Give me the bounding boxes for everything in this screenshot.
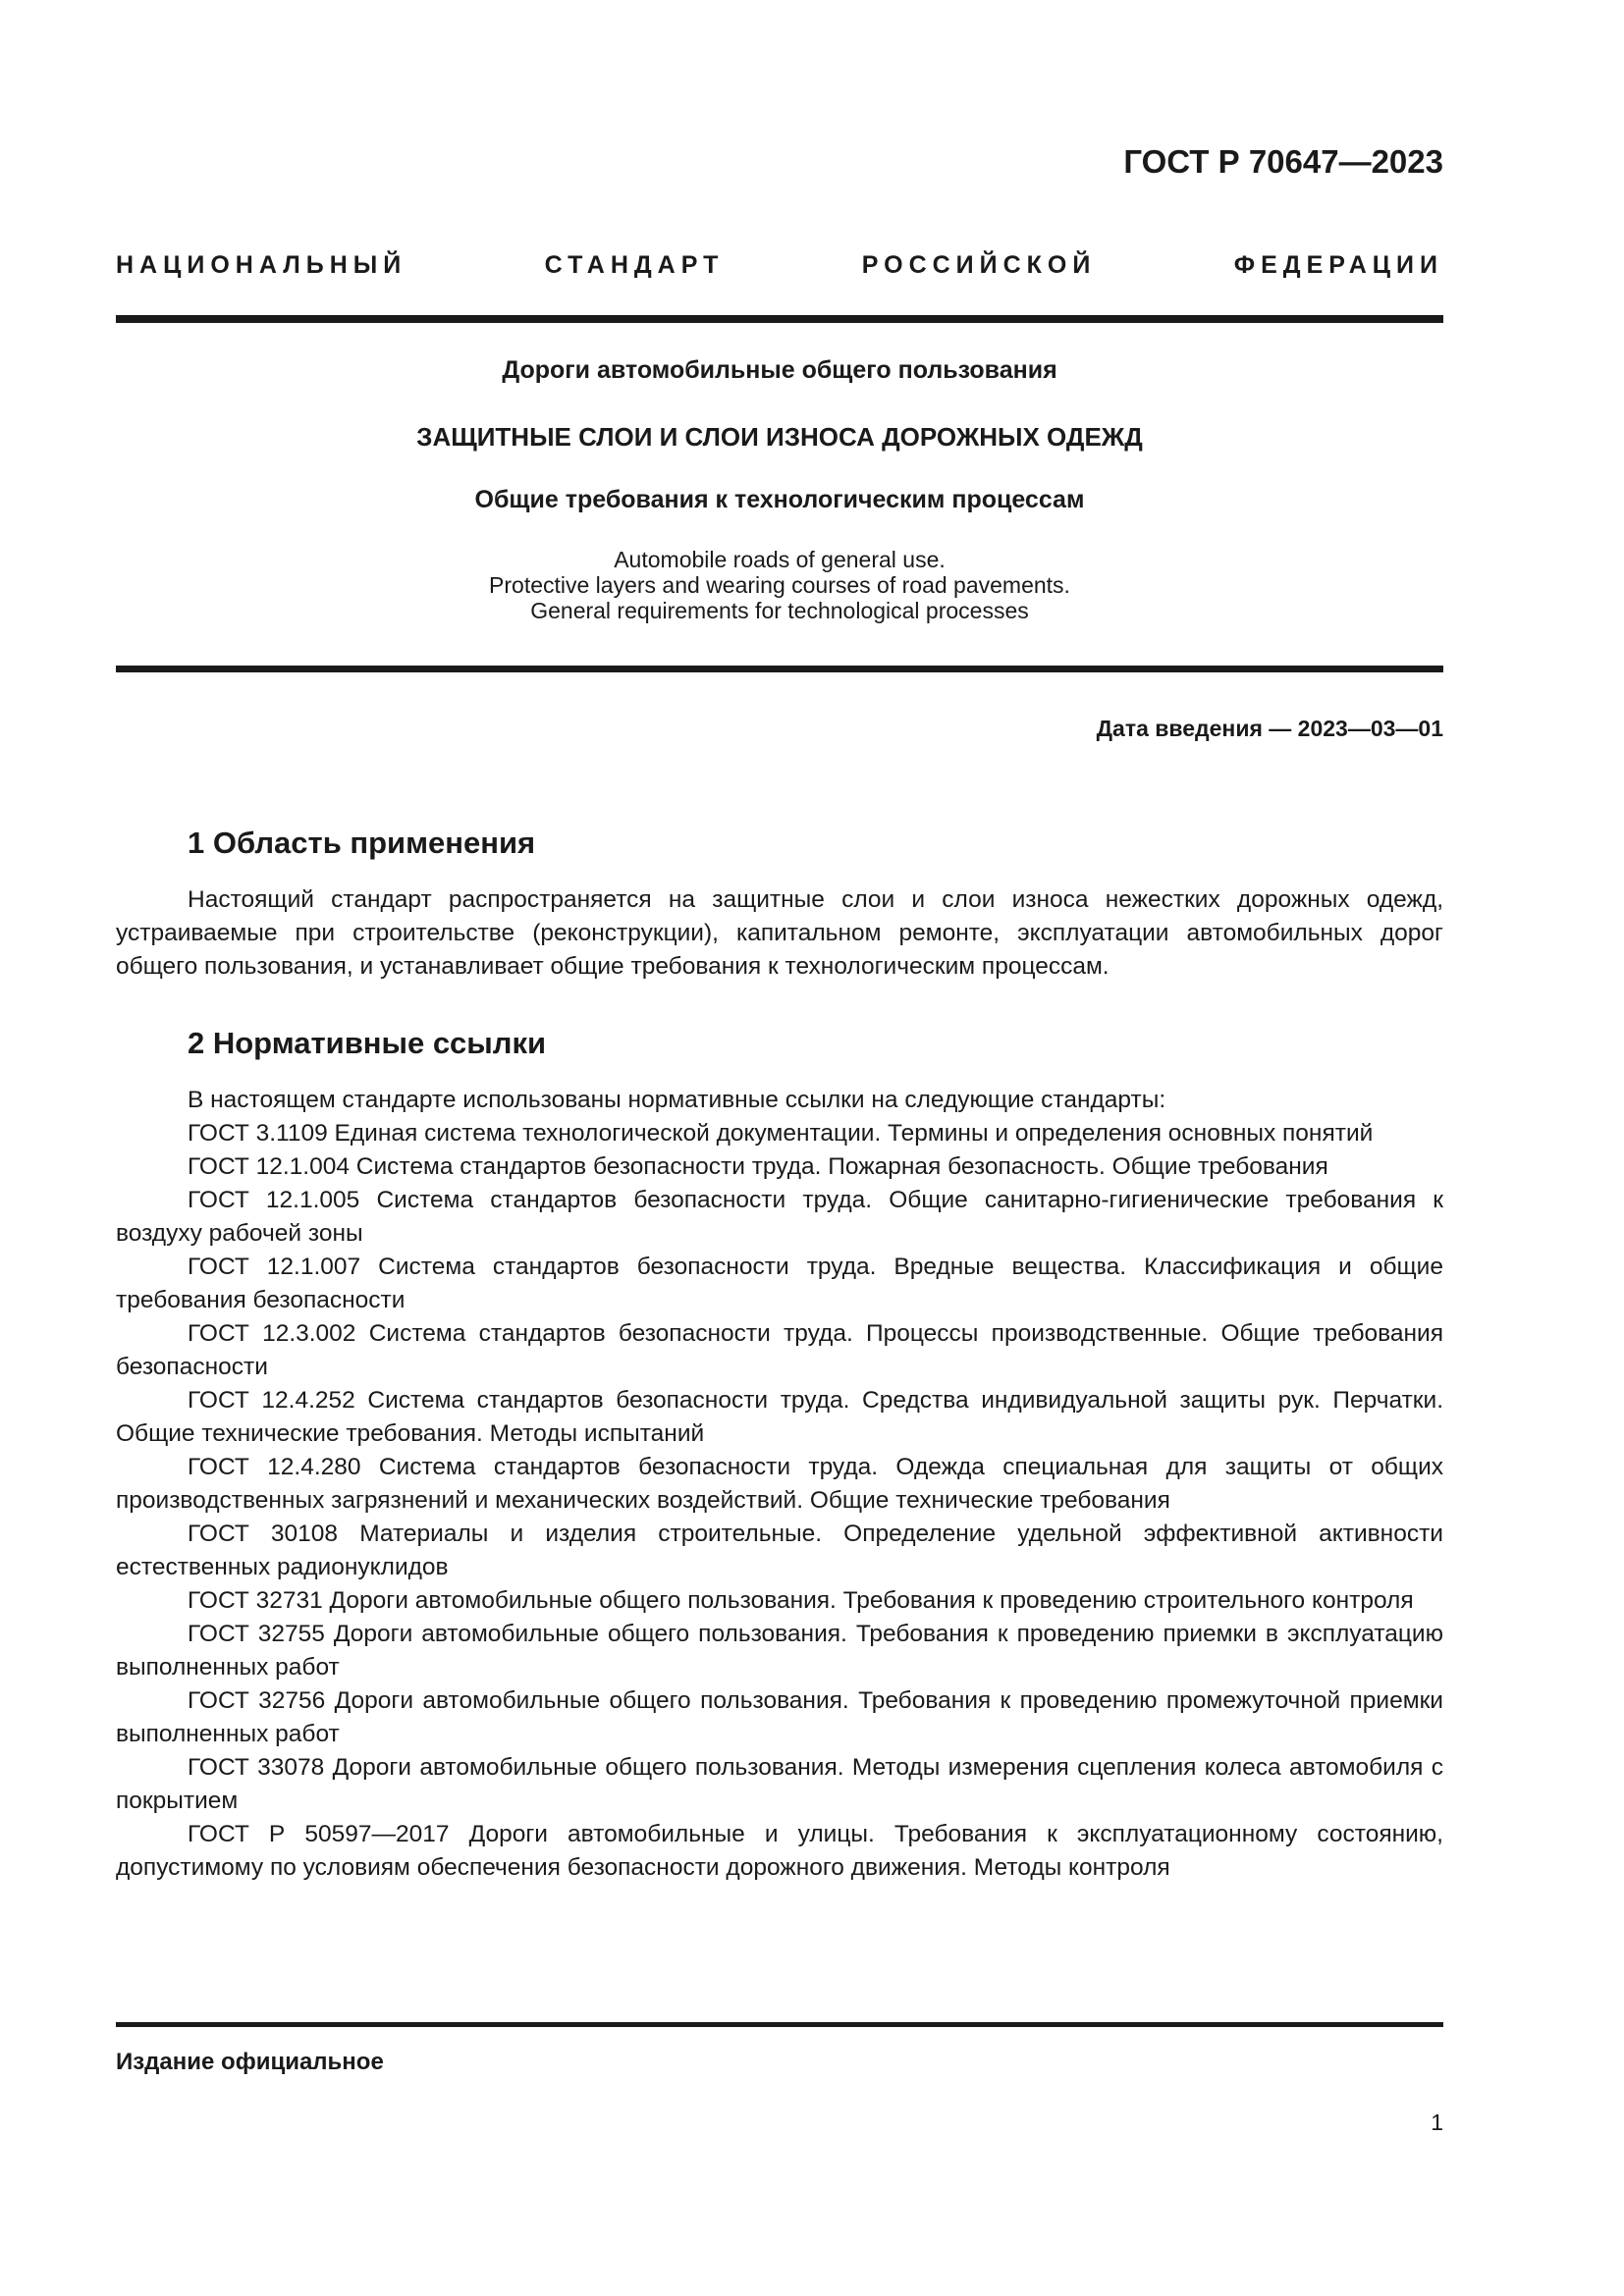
references-intro: В настоящем стандарте использованы нормативные ссылки на следующие стандарты: (188, 1087, 1166, 1113)
title-divider (116, 666, 1443, 672)
reference-item: ГОСТ 32755 Дороги автомобильные общего пользования. Требования к проведению приемки в эксплуатацию выполненных работ (116, 1621, 1443, 1681)
section-text-scope: Настоящий стандарт распространяется на защитные слои и слои износа нежестких дорожных одежд, устраиваемые при строительстве (реконструкции), капитальном ремонте, эксплуатации автомобильных дорог общего пользования, и устанавливает общие требования к технологическим процессам. (116, 886, 1443, 980)
reference-item: ГОСТ 32756 Дороги автомобильные общего пользования. Требования к проведению промежуточной приемки выполненных работ (116, 1687, 1443, 1747)
gost-number: ГОСТ Р 70647—2023 (1123, 143, 1443, 180)
reference-item: ГОСТ Р 50597—2017 Дороги автомобильные и улицы. Требования к эксплуатационному состоянию, допустимому по условиям обеспечения безопасности дорожного движения. Методы контроля (116, 1821, 1443, 1881)
footer-divider (116, 2022, 1443, 2027)
document-subtitle-secondary: Общие требования к технологическим процессам (474, 486, 1085, 513)
english-title-line: General requirements for technological processes (530, 598, 1029, 623)
reference-item: ГОСТ 12.4.280 Система стандартов безопасности труда. Одежда специальная для защиты от общих производственных загрязнений и механических воздействий. Общие технические требования (116, 1454, 1443, 1514)
english-title-line: Protective layers and wearing courses of road pavements. (489, 572, 1070, 598)
reference-item: ГОСТ 12.1.004 Система стандартов безопасности труда. Пожарная безопасность. Общие требования (188, 1153, 1328, 1180)
official-edition-label: Издание официальное (116, 2049, 384, 2075)
reference-item: ГОСТ 12.3.002 Система стандартов безопасности труда. Процессы производственные. Общие требования безопасности (116, 1320, 1443, 1380)
section-heading-references: 2 Нормативные ссылки (188, 1026, 547, 1060)
introduction-date: Дата введения — 2023—03—01 (1096, 716, 1443, 741)
reference-item: ГОСТ 12.4.252 Система стандартов безопасности труда. Средства индивидуальной защиты рук. Перчатки. Общие технические требования. Методы испытаний (116, 1387, 1443, 1447)
reference-item: ГОСТ 3.1109 Единая система технологической документации. Термины и определения основных понятий (188, 1120, 1374, 1147)
references-list (116, 1084, 1443, 1885)
english-title-line: Automobile roads of general use. (614, 547, 946, 572)
page-number: 1 (1431, 2109, 1443, 2135)
document-subtitle: Дороги автомобильные общего пользования (502, 356, 1057, 384)
english-title (116, 547, 1443, 623)
section-heading-scope: 1 Область применения (188, 826, 536, 860)
document-title: ЗАЩИТНЫЕ СЛОИ И СЛОИ ИЗНОСА ДОРОЖНЫХ ОДЕЖД (416, 422, 1143, 452)
top-divider (116, 315, 1443, 323)
national-standard-banner: НАЦИОНАЛЬНЫЙ СТАНДАРТ РОССИЙСКОЙ ФЕДЕРАЦИИ (116, 251, 1443, 279)
reference-item: ГОСТ 30108 Материалы и изделия строительные. Определение удельной эффективной активности естественных радионуклидов (116, 1521, 1443, 1580)
reference-item: ГОСТ 33078 Дороги автомобильные общего пользования. Методы измерения сцепления колеса автомобиля с покрытием (116, 1754, 1443, 1814)
reference-item: ГОСТ 32731 Дороги автомобильные общего пользования. Требования к проведению строительного контроля (188, 1587, 1414, 1614)
reference-item: ГОСТ 12.1.005 Система стандартов безопасности труда. Общие санитарно-гигиенические требования к воздуху рабочей зоны (116, 1187, 1443, 1247)
reference-item: ГОСТ 12.1.007 Система стандартов безопасности труда. Вредные вещества. Классификация и общие требования безопасности (116, 1254, 1443, 1313)
